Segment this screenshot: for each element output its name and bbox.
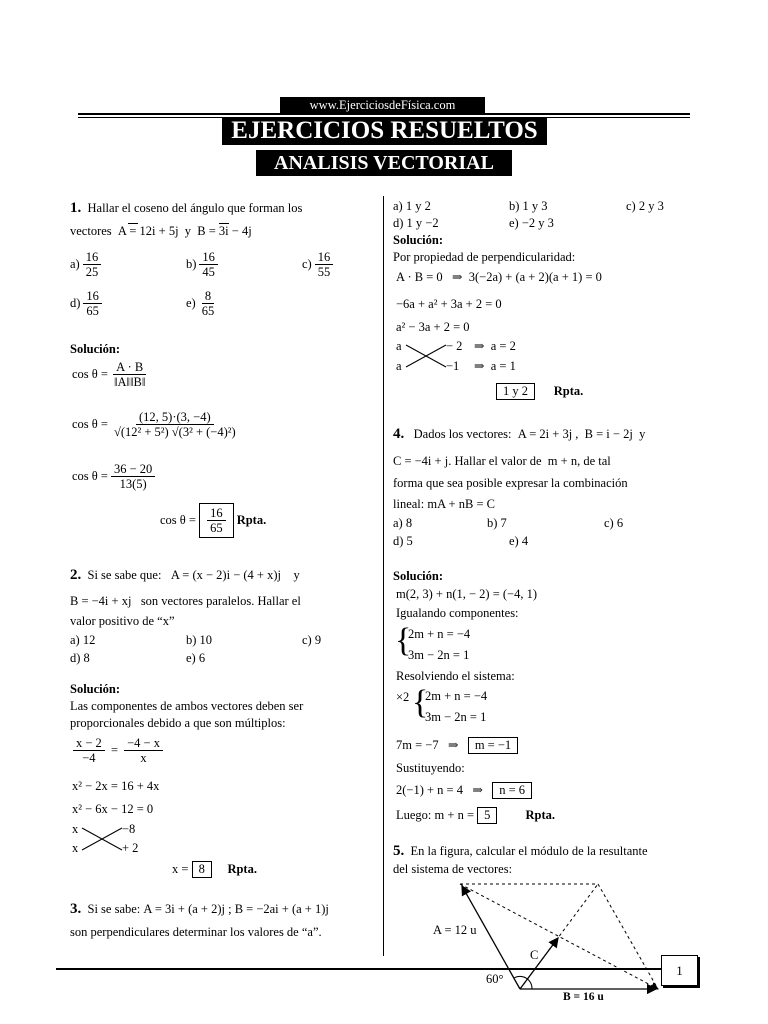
vector-b-expr: B = −2ai + (a + 1)j <box>234 902 329 916</box>
column-divider <box>383 196 384 956</box>
cross-c2: + 2 <box>122 841 139 855</box>
system-brace-1: { <box>395 622 412 659</box>
problem-4-line4: lineal: mA + nB = C <box>393 497 495 511</box>
label-vector-c: C <box>530 948 539 962</box>
page-number-box <box>661 955 698 986</box>
problem-2-line3: valor positivo de “x” <box>70 614 175 628</box>
option-1e: e) $\frac{8}{65}$ <box>186 289 215 318</box>
cross-x1: x <box>72 822 79 836</box>
option-1d: d) $\frac{16}{65}$ <box>70 289 105 318</box>
problem-4-statement: 4. Dados los vectores: A = 2i + 3j , B = i − 2j y <box>393 426 646 442</box>
label-angle: 60° <box>486 972 504 986</box>
vector-a-expr: A = 3i + (a + 2)j ; <box>143 902 232 916</box>
cross-lines-2 <box>80 822 124 858</box>
system-1-eq2: 3m − 2n = 1 <box>408 648 470 662</box>
option-3a: a) 1 y 2 <box>393 199 431 213</box>
vector-a-expr: A = 12i + 5j <box>117 224 179 238</box>
cos-formula-2: cos θ = $\frac{(12, 5)\cdot(3, -4)}{\text{√(12² + 5²) √(3² + (−4)²)}}$ <box>72 410 236 439</box>
vector-figure <box>420 876 680 1006</box>
vector-c-arrow <box>520 938 558 989</box>
equation-2-2: x² − 2x = 16 + 4x <box>72 779 160 793</box>
solution-2-text1: Las componentes de ambos vectores deben ser <box>70 699 304 713</box>
problem-2-statement: 2. Si se sabe que: A = (x − 2)i − (4 + x)j y <box>70 567 300 583</box>
option-1c: c) $\frac{16}{55}$ <box>302 250 336 279</box>
problem-2-line2: B = −4i + xj son vectores paralelos. Hallar el <box>70 594 301 608</box>
cross-c2-3: −1 <box>446 359 460 373</box>
problem-5-line2: del sistema de vectores: <box>393 862 513 876</box>
result-a2: ⇒ a = 1 <box>474 359 516 373</box>
solution-4-s5: Sustituyendo: <box>396 761 465 775</box>
multiplier: ×2 <box>396 690 410 704</box>
solution-4-s3: Resolviendo el sistema: <box>396 669 515 683</box>
cross-x2: x <box>72 841 79 855</box>
solution-4-s2: Igualando componentes: <box>396 606 519 620</box>
option-3b: b) 1 y 3 <box>509 199 548 213</box>
proportion-eq: $\frac{x - 2}{-4}$ = $\frac{-4 - x}{x}$ <box>70 736 166 765</box>
solution-label-1: Solución: <box>70 342 121 356</box>
option-2b: b) 10 <box>186 633 213 647</box>
result-a1: ⇒ a = 2 <box>474 339 516 353</box>
page-subtitle: ANALISIS VECTORIAL <box>256 150 512 176</box>
vector-a-expr: A = (x − 2)i − (4 + x)j <box>170 568 281 582</box>
solution-2-text2: proporcionales debido a que son múltiplos: <box>70 716 286 730</box>
option-2e: e) 6 <box>186 651 206 665</box>
option-3d: d) 1 y −2 <box>393 216 439 230</box>
solution-3-eq1: A · B = 0 ⇒ 3(−2a) + (a + 2)(a + 1) = 0 <box>396 270 602 284</box>
vector-a-expr: A = 2i + 3j , <box>517 427 579 441</box>
vector-bar-a <box>128 223 138 224</box>
option-4e: e) 4 <box>509 534 529 548</box>
footer-rule <box>56 968 662 970</box>
vector-b-expr: B = i − 2j <box>584 427 633 441</box>
vector-c-expr: C = −4i + j <box>393 454 449 468</box>
problem-4-line2: C = −4i + j. Hallar el valor de m + n, de tal <box>393 454 611 468</box>
solution-4-s7: Luego: m + n = 5 Rpta. <box>396 808 556 822</box>
answer-1: cos θ = $\frac{16}{65}$ Rpta. <box>160 503 266 538</box>
option-2d: d) 8 <box>70 651 90 665</box>
label-vector-b: B = 16 u <box>563 991 604 1003</box>
option-3e: e) −2 y 3 <box>509 216 554 230</box>
problem-5-statement: 5. En la figura, calcular el módulo de la resultante <box>393 843 648 859</box>
equation-2-3: x² − 6x − 12 = 0 <box>72 802 154 816</box>
option-2a: a) 12 <box>70 633 96 647</box>
option-4a: a) 8 <box>393 516 413 530</box>
system-1-eq1: 2m + n = −4 <box>408 627 471 641</box>
option-4d: d) 5 <box>393 534 413 548</box>
solution-label-2: Solución: <box>70 682 121 696</box>
option-3c: c) 2 y 3 <box>626 199 664 213</box>
answer-3: 1 y 2 Rpta. <box>496 383 583 400</box>
problem-3-line2: son perpendiculares determinar los valores de “a”. <box>70 925 322 939</box>
label-vector-a: A = 12 u <box>433 923 477 937</box>
solution-label-3: Solución: <box>393 233 444 247</box>
problem-4-line3: forma que sea posible expresar la combinación <box>393 476 628 490</box>
solution-3-eq3: a² − 3a + 2 = 0 <box>396 320 470 334</box>
cross-lines-3 <box>404 339 448 375</box>
page-title: EJERCICIOS RESUELTOS <box>222 117 547 145</box>
vector-b-expr: B = −4i + xj <box>70 594 132 608</box>
cross-a1: a <box>396 339 402 353</box>
system-brace-2: { <box>412 684 429 721</box>
cross-a2: a <box>396 359 402 373</box>
header-url[interactable]: www.EjerciciosdeFísica.com <box>280 97 485 114</box>
vector-bar-b <box>219 223 229 224</box>
solution-4-s4: 7m = −7 ⇒ m = −1 <box>396 737 518 754</box>
option-4b: b) 7 <box>487 516 507 530</box>
answer-2: x = 8 Rpta. <box>172 862 257 876</box>
system-2-eq1: 2m + n = −4 <box>425 689 488 703</box>
option-4c: c) 6 <box>604 516 624 530</box>
solution-label-4: Solución: <box>393 569 444 583</box>
cross-c1: −8 <box>122 822 136 836</box>
solution-4-s6: 2(−1) + n = 4 ⇒ n = 6 <box>396 782 532 799</box>
option-2c: c) 9 <box>302 633 322 647</box>
option-1a: a) $\frac{16}{25}$ <box>70 250 104 279</box>
dashed-right-edge <box>598 884 658 989</box>
solution-3-eq2: −6a + a² + 3a + 2 = 0 <box>396 297 502 311</box>
page-number: 1 <box>676 963 683 978</box>
cos-formula-3: cos θ = $\frac{36 - 20}{13(5)}$ <box>72 462 158 491</box>
solution-3-prop: Por propiedad de perpendicularidad: <box>393 250 576 264</box>
system-2-eq2: 3m − 2n = 1 <box>425 710 487 724</box>
option-1b: b) $\frac{16}{45}$ <box>186 250 221 279</box>
problem-1-vectors: vectores A = 12i + 5j y B = 3i − 4j <box>70 224 252 238</box>
cos-formula-1: cos θ = $\frac{A \cdot B}{‖A‖‖B‖}$ <box>72 360 146 389</box>
vector-b-expr: B = 3i − 4j <box>197 224 252 238</box>
cross-c1-3: − 2 <box>446 339 463 353</box>
problem-3-statement: 3. Si se sabe: A = 3i + (a + 2)j ; B = −2ai + (a + 1)j <box>70 901 329 917</box>
solution-4-s1: m(2, 3) + n(1, − 2) = (−4, 1) <box>396 587 538 601</box>
problem-1-statement: 1. Hallar el coseno del ángulo que forman los <box>70 200 303 216</box>
